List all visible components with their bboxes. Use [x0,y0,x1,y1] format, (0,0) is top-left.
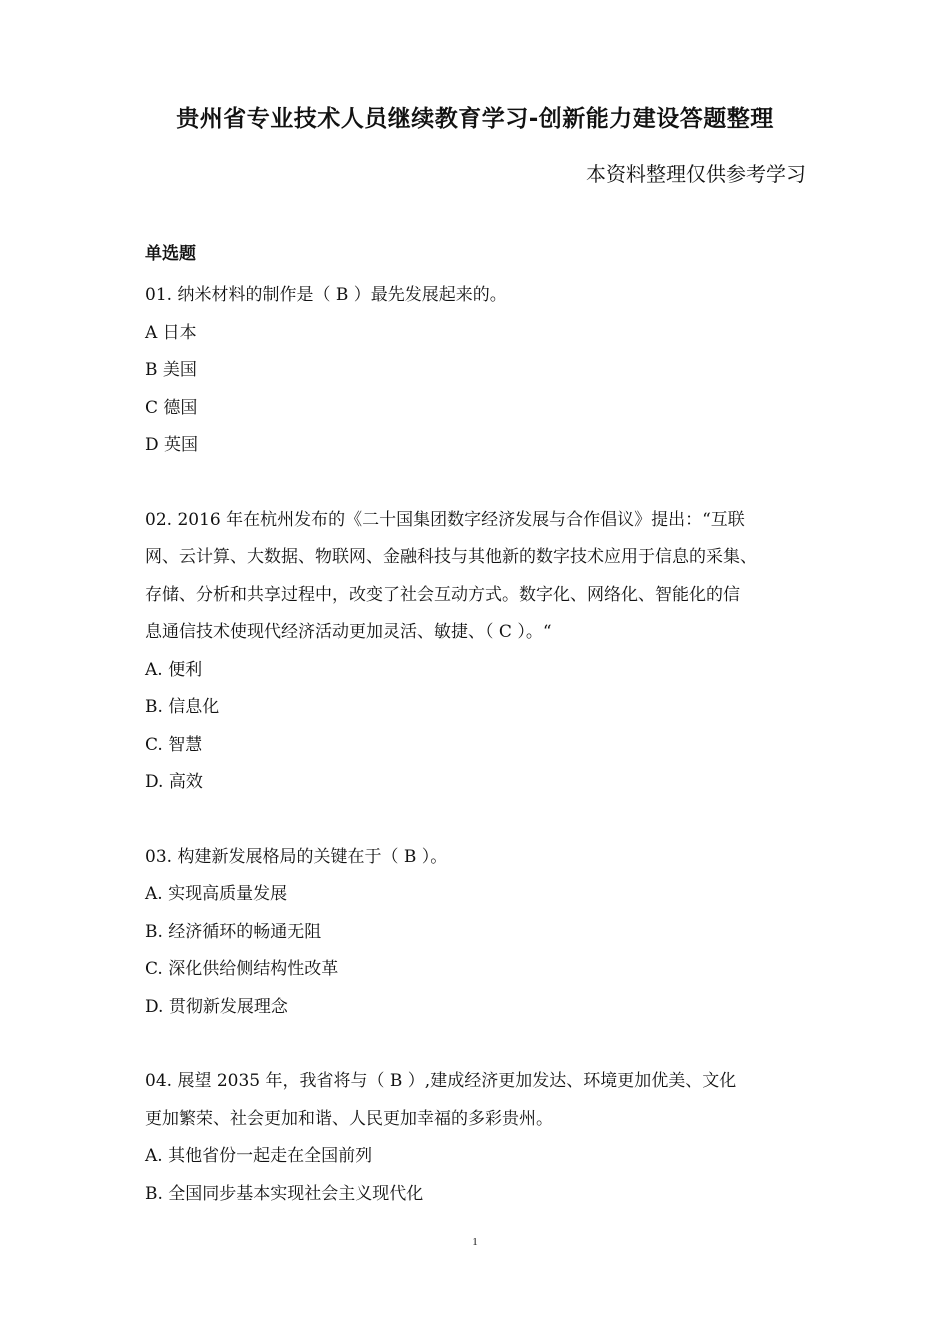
question-text: 03. 构建新发展格局的关键在于（ B ）。 [145,846,448,867]
question-text-line-1: 04. 展望 2035 年，我省将与（ B ）,建成经济更加发达、环境更加优美、文化 [145,1071,737,1091]
option-a: A. 便利 [145,659,203,680]
question-text-line-4: 息通信技术使现代经济活动更加灵活、敏捷、（ C ）。“ [145,622,552,642]
option-a: A. 实现高质量发展 [145,884,288,904]
page-number: 1 [472,1236,478,1248]
option-c: C 德国 [145,397,198,418]
option-b: B. 信息化 [145,697,220,717]
question-text-line-2: 更加繁荣、社会更加和谐、人民更加幸福的多彩贵州。 [145,1108,553,1129]
option-d: D 英国 [145,435,199,455]
question-text-line-1: 02. 2016 年在杭州发布的《二十国集团数字经济发展与合作倡议》提出：“互联 [145,509,745,530]
spacer [145,802,825,839]
option-a: A 日本 [145,322,197,343]
question-04 [145,1063,825,1213]
option-c: C. 智慧 [145,734,203,755]
option-c: C. 深化供给侧结构性改革 [145,959,339,979]
question-01 [145,277,825,465]
question-list [145,240,825,1213]
option-b: B 美国 [145,360,197,380]
question-text: 01. 纳米材料的制作是（ B ）最先发展起来的。 [145,285,507,305]
question-03 [145,839,825,1027]
option-b: B. 经济循环的畅通无阻 [145,921,322,942]
option-d: D. 高效 [145,772,203,792]
option-b: B. 全国同步基本实现社会主义现代化 [145,1183,424,1204]
spacer [145,1026,825,1063]
section-title: 单选题 [145,244,196,264]
question-text-line-3: 存储、分析和共享过程中，改变了社会互动方式。数字化、网络化、智能化的信 [145,584,740,605]
option-d: D. 贯彻新发展理念 [145,996,288,1017]
document-title: 贵州省专业技术人员继续教育学习-创新能力建设答题整理 [176,106,774,132]
document-subtitle: 本资料整理仅供参考学习 [586,162,806,186]
question-02 [145,502,825,802]
spacer [145,465,825,502]
option-a: A. 其他省份一起走在全国前列 [145,1146,373,1166]
question-text-line-2: 网、云计算、大数据、物联网、金融科技与其他新的数字技术应用于信息的采集、 [145,547,757,567]
